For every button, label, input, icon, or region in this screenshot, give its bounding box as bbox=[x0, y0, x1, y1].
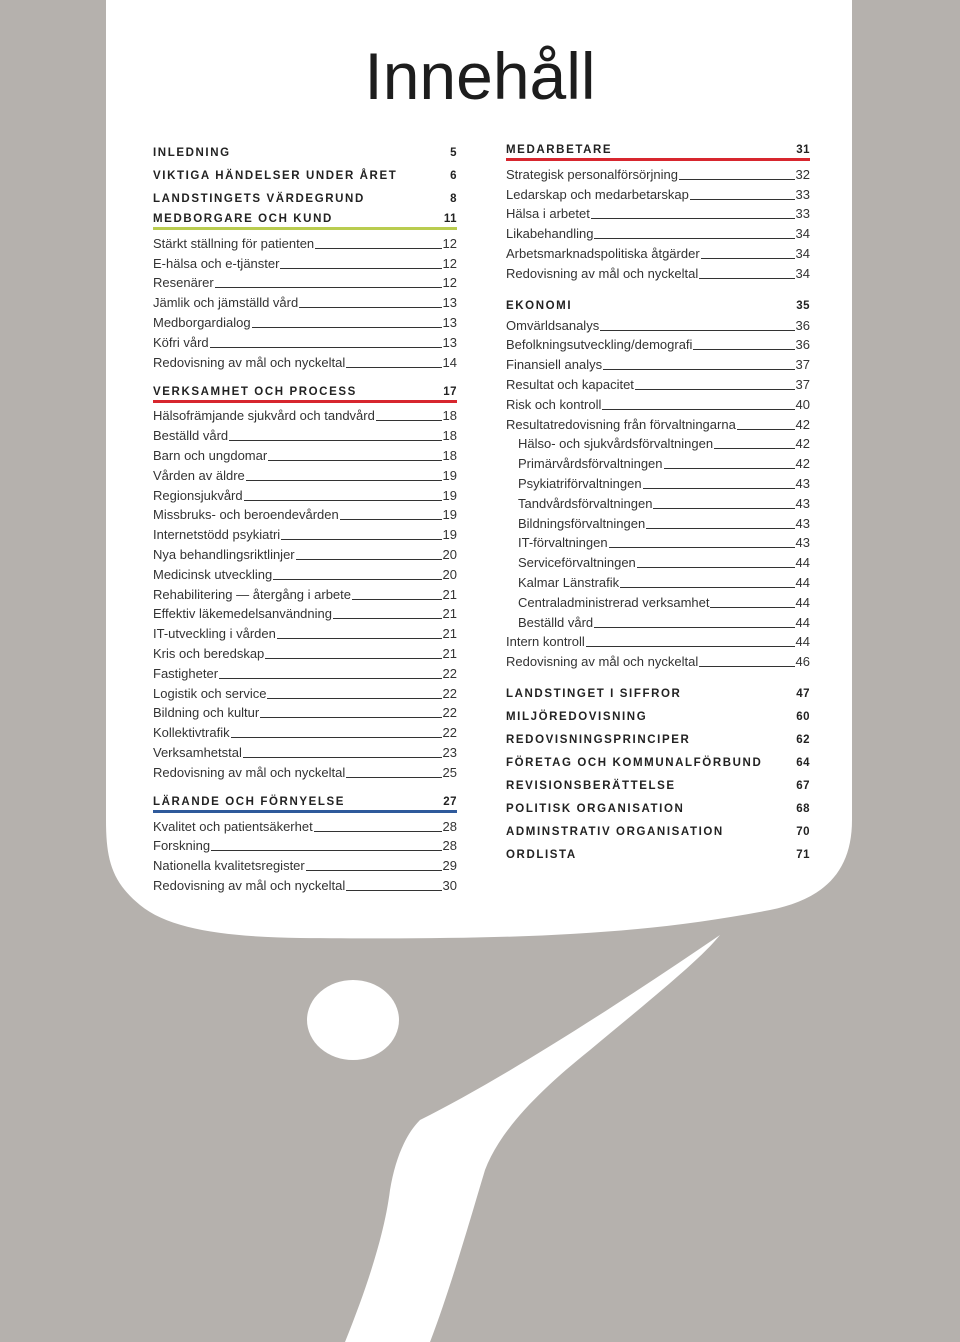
page-number: 18 bbox=[442, 408, 457, 424]
toc-entry-label: Intern kontroll bbox=[506, 634, 585, 650]
toc-heading bbox=[153, 380, 457, 403]
toc-entry bbox=[506, 393, 810, 413]
toc-entry-label: IT-förvaltningen bbox=[518, 535, 608, 551]
toc-entry-label: Ledarskap och medarbetarskap bbox=[506, 186, 689, 202]
toc-heading-label: INLEDNING bbox=[153, 147, 231, 159]
toc-heading bbox=[506, 817, 810, 840]
toc-entry bbox=[153, 311, 457, 331]
leader-line bbox=[602, 409, 794, 410]
toc-heading bbox=[506, 702, 810, 725]
page-number: 27 bbox=[443, 795, 457, 808]
toc-entry-label: Hälsa i arbetet bbox=[506, 206, 590, 222]
page-number: 21 bbox=[442, 586, 457, 602]
page-number: 34 bbox=[795, 226, 810, 242]
toc-heading-label: FÖRETAG OCH KOMMUNALFÖRBUND bbox=[506, 757, 763, 770]
toc-section bbox=[153, 207, 457, 371]
leader-line bbox=[280, 268, 441, 269]
page-number: 21 bbox=[442, 626, 457, 642]
toc-entry bbox=[153, 642, 457, 662]
page-number: 28 bbox=[442, 818, 457, 834]
page-number: 8 bbox=[450, 193, 457, 205]
page-number: 60 bbox=[796, 711, 810, 724]
toc-entry bbox=[153, 272, 457, 292]
leader-line bbox=[603, 369, 794, 370]
toc-heading bbox=[506, 771, 810, 794]
toc-heading bbox=[153, 138, 457, 161]
leader-line bbox=[277, 638, 442, 639]
leader-line bbox=[699, 666, 794, 667]
toc-entry-label: Tandvårdsförvaltningen bbox=[518, 495, 653, 511]
toc-heading-label: MEDARBETARE bbox=[506, 144, 613, 156]
toc-section bbox=[506, 679, 810, 702]
toc-section bbox=[506, 748, 810, 771]
page-number: 71 bbox=[796, 849, 810, 862]
toc-entry bbox=[153, 351, 457, 371]
toc-entry bbox=[153, 444, 457, 464]
page-number: 33 bbox=[795, 206, 810, 222]
page-number: 22 bbox=[442, 665, 457, 681]
toc-entry bbox=[153, 702, 457, 722]
page-title: Innehåll bbox=[364, 39, 596, 113]
page-number: 20 bbox=[442, 546, 457, 562]
toc-entry bbox=[153, 523, 457, 543]
toc-entry-label: Nya behandlingsriktlinjer bbox=[153, 546, 295, 562]
leader-line bbox=[231, 737, 442, 738]
toc-entry-label: Befolkningsutveckling/demografi bbox=[506, 337, 693, 353]
leader-line bbox=[586, 646, 795, 647]
page-number: 11 bbox=[443, 213, 457, 225]
toc-entry bbox=[506, 591, 810, 611]
toc-entry-label: Omvärldsanalys bbox=[506, 317, 600, 333]
page-number: 13 bbox=[442, 334, 457, 350]
toc-heading-label: ORDLISTA bbox=[506, 849, 577, 862]
toc-entry bbox=[506, 163, 810, 183]
toc-heading-label: VERKSAMHET OCH PROCESS bbox=[153, 385, 357, 398]
toc-entry-label: Kollektivtrafik bbox=[153, 725, 230, 741]
page-number: 12 bbox=[442, 275, 457, 291]
leader-line bbox=[299, 307, 441, 308]
toc-entry-label: Vården av äldre bbox=[153, 467, 245, 483]
leader-line bbox=[243, 757, 442, 758]
toc-entry bbox=[506, 262, 810, 282]
toc-entry bbox=[153, 835, 457, 855]
page-number: 32 bbox=[795, 166, 810, 182]
toc-entry-label: Köfri vård bbox=[153, 334, 209, 350]
toc-entry-label: Hälsofrämjande sjukvård och tandvård bbox=[153, 408, 375, 424]
toc-entry-label: Beställd vård bbox=[153, 428, 229, 444]
leader-line bbox=[346, 367, 441, 368]
page-number: 47 bbox=[796, 688, 810, 701]
toc-heading bbox=[153, 790, 457, 813]
toc-heading-label: LANDSTINGETS VÄRDEGRUND bbox=[153, 193, 365, 205]
toc-heading bbox=[506, 794, 810, 817]
leader-line bbox=[219, 678, 441, 679]
leader-line bbox=[609, 547, 795, 548]
toc-entry-label: Effektiv läkemedelsanvändning bbox=[153, 606, 332, 622]
page-number: 12 bbox=[442, 235, 457, 251]
toc-entry-label: Psykiatriförvaltningen bbox=[518, 475, 642, 491]
page-number: 37 bbox=[795, 357, 810, 373]
toc-entry-label: Redovisning av mål och nyckeltal bbox=[153, 877, 346, 893]
toc-entry bbox=[506, 373, 810, 393]
toc-entry-label: Logistik och service bbox=[153, 685, 267, 701]
toc-entry-label: Redovisning av mål och nyckeltal bbox=[153, 354, 346, 370]
page-number: 14 bbox=[442, 354, 457, 370]
page-number: 62 bbox=[796, 734, 810, 747]
page-number: 42 bbox=[795, 416, 810, 432]
toc-entry bbox=[153, 464, 457, 484]
page-number: 44 bbox=[795, 634, 810, 650]
toc-entry bbox=[506, 452, 810, 472]
leader-line bbox=[664, 468, 795, 469]
toc-entry bbox=[506, 532, 810, 552]
toc-entry-label: Resultat och kapacitet bbox=[506, 376, 634, 392]
leader-line bbox=[267, 698, 441, 699]
leader-line bbox=[215, 287, 442, 288]
page-number: 34 bbox=[795, 245, 810, 261]
page-number: 19 bbox=[442, 507, 457, 523]
toc-entry-label: Arbetsmarknadspolitiska åtgärder bbox=[506, 245, 700, 261]
toc-entry bbox=[153, 815, 457, 835]
leader-line bbox=[594, 238, 794, 239]
toc-section bbox=[506, 771, 810, 794]
toc-entry-label: E-hälsa och e-tjänster bbox=[153, 255, 280, 271]
leader-line bbox=[693, 349, 794, 350]
toc-entry bbox=[153, 622, 457, 642]
toc-heading-label: MILJÖREDOVISNING bbox=[506, 711, 648, 724]
toc-entry bbox=[153, 405, 457, 425]
leader-line bbox=[306, 870, 442, 871]
toc-entry bbox=[153, 874, 457, 894]
page-number: 44 bbox=[795, 574, 810, 590]
toc-left-column bbox=[153, 138, 457, 903]
page-number: 44 bbox=[795, 614, 810, 630]
page-number: 42 bbox=[795, 436, 810, 452]
toc-entry bbox=[153, 504, 457, 524]
toc-section bbox=[506, 794, 810, 817]
toc-section bbox=[506, 291, 810, 670]
leader-line bbox=[265, 658, 441, 659]
page-number: 34 bbox=[795, 265, 810, 281]
toc-entry-label: Jämlik och jämställd vård bbox=[153, 295, 299, 311]
toc-entry bbox=[153, 563, 457, 583]
toc-entry-label: Nationella kvalitetsregister bbox=[153, 858, 305, 874]
page-number: 70 bbox=[796, 826, 810, 839]
toc-entry-label: Centraladministrerad verksamhet bbox=[518, 594, 710, 610]
leader-line bbox=[210, 347, 442, 348]
toc-heading bbox=[153, 207, 457, 230]
leader-line bbox=[268, 460, 441, 461]
page-number: 36 bbox=[795, 317, 810, 333]
leader-line bbox=[296, 559, 442, 560]
toc-entry-label: Bildning och kultur bbox=[153, 705, 260, 721]
leader-line bbox=[635, 389, 795, 390]
leader-line bbox=[229, 440, 441, 441]
toc-entry bbox=[153, 232, 457, 252]
toc-entry bbox=[506, 611, 810, 631]
toc-entry-label: Hälso- och sjukvårdsförvaltningen bbox=[518, 436, 714, 452]
page-number: 43 bbox=[795, 495, 810, 511]
leader-line bbox=[281, 539, 441, 540]
toc-entry bbox=[153, 854, 457, 874]
toc-entry-label: Kvalitet och patientsäkerhet bbox=[153, 818, 313, 834]
page-number: 43 bbox=[795, 535, 810, 551]
page-number: 30 bbox=[442, 877, 457, 893]
page-number: 44 bbox=[795, 594, 810, 610]
toc-entry bbox=[153, 424, 457, 444]
leader-line bbox=[376, 420, 442, 421]
toc-entry-label: Missbruks- och beroendevården bbox=[153, 507, 339, 523]
toc-right-column bbox=[506, 138, 810, 863]
toc-entry bbox=[506, 472, 810, 492]
page-number: 22 bbox=[442, 725, 457, 741]
page-number: 36 bbox=[795, 337, 810, 353]
page-number: 35 bbox=[796, 299, 810, 312]
toc-heading-label: REVISIONSBERÄTTELSE bbox=[506, 780, 676, 793]
toc-heading bbox=[153, 161, 457, 184]
page-number: 29 bbox=[442, 858, 457, 874]
toc-entry bbox=[153, 682, 457, 702]
page-number: 46 bbox=[795, 654, 810, 670]
toc-heading-label: LANDSTINGET I SIFFROR bbox=[506, 688, 682, 701]
toc-heading-label: EKONOMI bbox=[506, 299, 573, 312]
toc-entry-label: Strategisk personalförsörjning bbox=[506, 166, 678, 182]
toc-section bbox=[506, 840, 810, 863]
toc-heading-label: MEDBORGARE OCH KUND bbox=[153, 213, 333, 225]
toc-entry-label: Serviceförvaltningen bbox=[518, 555, 636, 571]
toc-entry-label: Finansiell analys bbox=[506, 357, 603, 373]
leader-line bbox=[699, 278, 794, 279]
toc-entry-label: Resenärer bbox=[153, 275, 214, 291]
toc-entry bbox=[506, 650, 810, 670]
leader-line bbox=[315, 248, 441, 249]
page-number: 67 bbox=[796, 780, 810, 793]
toc-entry-label: Beställd vård bbox=[518, 614, 594, 630]
toc-entry-label: Medborgardialog bbox=[153, 314, 251, 330]
leader-line bbox=[679, 179, 795, 180]
toc-section bbox=[506, 725, 810, 748]
page-number: 21 bbox=[442, 645, 457, 661]
toc-entry bbox=[153, 291, 457, 311]
toc-heading bbox=[506, 748, 810, 771]
page-number: 20 bbox=[442, 566, 457, 582]
leader-line bbox=[646, 528, 794, 529]
page-number: 18 bbox=[442, 428, 457, 444]
leader-line bbox=[714, 448, 794, 449]
toc-entry-label: Bildningsförvaltningen bbox=[518, 515, 646, 531]
page-number: 25 bbox=[442, 764, 457, 780]
toc-entry-label: Fastigheter bbox=[153, 665, 219, 681]
toc-entry bbox=[506, 334, 810, 354]
leader-line bbox=[594, 627, 794, 628]
toc-section bbox=[153, 790, 457, 894]
toc-entry bbox=[506, 512, 810, 532]
toc-section bbox=[506, 138, 810, 282]
toc-entry bbox=[506, 413, 810, 433]
leader-line bbox=[333, 618, 442, 619]
toc-entry bbox=[153, 662, 457, 682]
toc-entry-label: Redovisning av mål och nyckeltal bbox=[506, 265, 699, 281]
leader-line bbox=[346, 777, 441, 778]
toc-heading bbox=[506, 138, 810, 161]
page-number: 22 bbox=[442, 705, 457, 721]
leader-line bbox=[643, 488, 795, 489]
toc-entry-label: Redovisning av mål och nyckeltal bbox=[153, 764, 346, 780]
page-number: 44 bbox=[795, 555, 810, 571]
toc-entry bbox=[506, 222, 810, 242]
toc-entry bbox=[506, 203, 810, 223]
leader-line bbox=[246, 480, 442, 481]
leader-line bbox=[637, 567, 795, 568]
toc-heading bbox=[506, 840, 810, 863]
toc-entry bbox=[506, 551, 810, 571]
toc-entry-label: Resultatredovisning från förvaltningarna bbox=[506, 416, 736, 432]
toc-entry-label: Barn och ungdomar bbox=[153, 447, 268, 463]
toc-entry-label: Medicinsk utveckling bbox=[153, 566, 273, 582]
leader-line bbox=[591, 218, 795, 219]
page-number: 43 bbox=[795, 515, 810, 531]
page-number: 22 bbox=[442, 685, 457, 701]
toc-entry-label: Kalmar Länstrafik bbox=[518, 574, 620, 590]
toc-entry-label: Forskning bbox=[153, 838, 211, 854]
page-number: 13 bbox=[442, 295, 457, 311]
page-number: 43 bbox=[795, 475, 810, 491]
toc-entry bbox=[506, 433, 810, 453]
toc-entry bbox=[153, 761, 457, 781]
toc-entry bbox=[153, 252, 457, 272]
toc-entry bbox=[506, 631, 810, 651]
leader-line bbox=[340, 519, 442, 520]
leader-line bbox=[710, 607, 794, 608]
page-number: 31 bbox=[796, 144, 810, 156]
toc-entry-label: Kris och beredskap bbox=[153, 645, 265, 661]
toc-entry-label: Regionsjukvård bbox=[153, 487, 243, 503]
toc-heading bbox=[153, 184, 457, 207]
toc-entry-label: Redovisning av mål och nyckeltal bbox=[506, 654, 699, 670]
leader-line bbox=[314, 831, 442, 832]
page-number: 68 bbox=[796, 803, 810, 816]
toc-entry-label: Verksamhetstal bbox=[153, 744, 242, 760]
page-number: 40 bbox=[795, 396, 810, 412]
page-number: 37 bbox=[795, 376, 810, 392]
leader-line bbox=[701, 258, 795, 259]
toc-entry bbox=[153, 543, 457, 563]
page-number: 23 bbox=[442, 744, 457, 760]
page-number: 13 bbox=[442, 314, 457, 330]
toc-entry-label: Likabehandling bbox=[506, 226, 594, 242]
toc-entry bbox=[153, 583, 457, 603]
toc-entry-label: IT-utveckling i vården bbox=[153, 626, 276, 642]
toc-entry bbox=[506, 242, 810, 262]
toc-entry-label: Internetstödd psykiatri bbox=[153, 527, 281, 543]
leader-line bbox=[690, 199, 795, 200]
toc-entry bbox=[506, 492, 810, 512]
toc-heading-label: LÄRANDE OCH FÖRNYELSE bbox=[153, 795, 346, 808]
page-number: 6 bbox=[450, 170, 457, 182]
toc-entry bbox=[153, 721, 457, 741]
page-number: 12 bbox=[442, 255, 457, 271]
page-number: 19 bbox=[442, 467, 457, 483]
leader-line bbox=[260, 717, 441, 718]
leader-line bbox=[600, 330, 794, 331]
page-number: 19 bbox=[442, 527, 457, 543]
toc-entry-label: Primärvårdsförvaltningen bbox=[518, 456, 663, 472]
toc-entry bbox=[506, 183, 810, 203]
leader-line bbox=[620, 587, 794, 588]
page-number: 18 bbox=[442, 447, 457, 463]
leader-line bbox=[252, 327, 442, 328]
toc-entry-label: Stärkt ställning för patienten bbox=[153, 235, 315, 251]
toc-heading-label: ADMINSTRATIV ORGANISATION bbox=[506, 826, 724, 839]
page-number: 28 bbox=[442, 838, 457, 854]
toc-section bbox=[153, 380, 457, 781]
toc-entry bbox=[506, 353, 810, 373]
toc-section bbox=[153, 161, 457, 184]
page-number: 42 bbox=[795, 456, 810, 472]
page-number: 19 bbox=[442, 487, 457, 503]
toc-heading-label: VIKTIGA HÄNDELSER UNDER ÅRET bbox=[153, 170, 398, 182]
toc-heading-label: REDOVISNINGSPRINCIPER bbox=[506, 734, 691, 747]
page-number: 5 bbox=[450, 147, 457, 159]
toc-entry bbox=[153, 484, 457, 504]
leader-line bbox=[653, 508, 794, 509]
toc-heading bbox=[506, 725, 810, 748]
leader-line bbox=[211, 850, 441, 851]
leader-line bbox=[346, 890, 441, 891]
toc-section bbox=[506, 702, 810, 725]
toc-section bbox=[153, 138, 457, 161]
toc-heading bbox=[506, 679, 810, 702]
page-number: 33 bbox=[795, 186, 810, 202]
toc-entry bbox=[506, 314, 810, 334]
toc-section bbox=[506, 817, 810, 840]
leader-line bbox=[352, 599, 442, 600]
leader-line bbox=[273, 579, 441, 580]
toc-heading bbox=[506, 291, 810, 314]
toc-entry bbox=[506, 571, 810, 591]
leader-line bbox=[244, 500, 442, 501]
page-number: 17 bbox=[443, 385, 457, 398]
toc-entry-label: Risk och kontroll bbox=[506, 396, 602, 412]
toc-entry-label: Rehabilitering — återgång i arbete bbox=[153, 586, 352, 602]
toc-section bbox=[153, 184, 457, 207]
page-number: 21 bbox=[442, 606, 457, 622]
leader-line bbox=[737, 429, 795, 430]
page-number: 64 bbox=[796, 757, 810, 770]
toc-entry bbox=[153, 741, 457, 761]
toc-entry bbox=[153, 603, 457, 623]
toc-entry bbox=[153, 331, 457, 351]
toc-heading-label: POLITISK ORGANISATION bbox=[506, 803, 685, 816]
